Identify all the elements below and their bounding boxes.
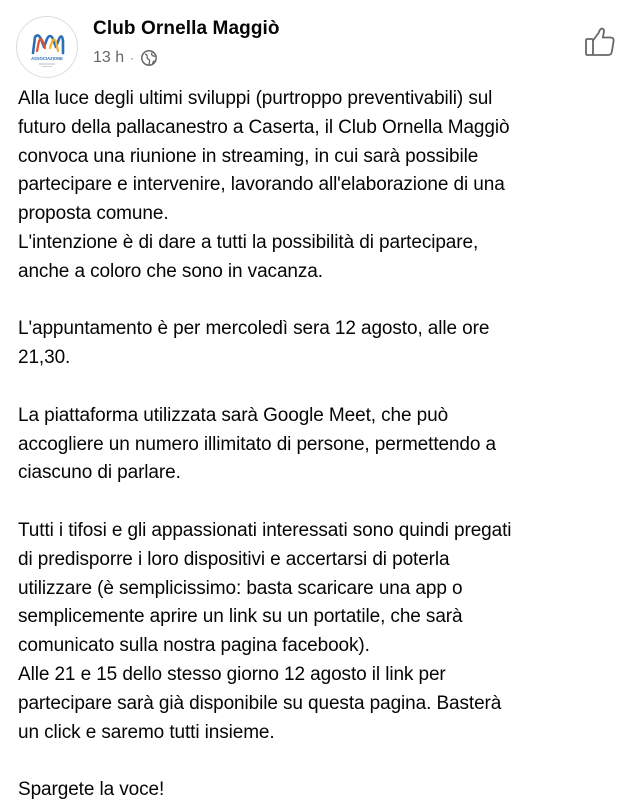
post-paragraph-platform (18, 402, 628, 488)
post-text-line: Spargete la voce! (18, 779, 165, 801)
post-text-line: Alle 21 e 15 dello stesso giorno 12 agosto il link per (18, 663, 446, 685)
post-text-line: comunicato sulla nostra pagina facebook). (18, 635, 370, 657)
post-text-line: L'intenzione è di dare a tutti la possibilità di partecipare, (18, 231, 479, 253)
thumbs-up-icon (583, 25, 617, 59)
post-text-line: ciascuno di parlare. (18, 462, 181, 484)
globe-icon[interactable] (140, 49, 158, 67)
page-name[interactable]: Club Ornella Maggiò (93, 18, 280, 39)
post-text-line: utilizzare (è semplicissimo: basta scaricare una app o (18, 577, 463, 599)
post-paragraph-intro (18, 85, 628, 287)
page-avatar[interactable] (16, 16, 78, 78)
post-text-line: un click e saremo tutti insieme. (18, 721, 275, 743)
post-text-line: La piattaforma utilizzata sarà Google Meet, che può (18, 404, 449, 426)
post-text-line: anche a coloro che sono in vacanza. (18, 260, 323, 282)
post-text-line: accogliere un numero illimitato di persone, permettendo a (18, 433, 497, 455)
post-text-line: futuro della pallacanestro a Caserta, il Club Ornella Maggiò (18, 116, 510, 138)
post-paragraph-instructions (18, 517, 628, 747)
post-text-line: proposta comune. (18, 203, 169, 225)
post-header (0, 0, 640, 80)
post-text-line: Alla luce degli ultimi sviluppi (purtroppo preventivabili) sul (18, 88, 493, 109)
post-text-line: convoca una riunione in streaming, in cui sarà possibile (18, 145, 479, 167)
post-text-line: partecipare sarà già disponibile su questa pagina. Basterà (18, 692, 502, 714)
post-paragraph-closing (18, 776, 628, 805)
avatar-logo-text: ASSOCIAZIONE (31, 56, 63, 61)
post-paragraph-appointment (18, 315, 628, 373)
post-text-line: Tutti i tifosi e gli appassionati interessati sono quindi pregati (18, 519, 512, 541)
post-text-line: semplicemente aprire un link su un portatile, che sarà (18, 606, 463, 628)
post-text-line: L'appuntamento è per mercoledì sera 12 agosto, alle ore (18, 318, 490, 340)
post-body (18, 85, 628, 805)
post-text-line: di predisporre i loro dispositivi e accertarsi di poterla (18, 548, 450, 570)
club-logo (17, 17, 77, 77)
meta-separator: · (130, 51, 135, 65)
post-meta (93, 47, 158, 69)
post-text-line: partecipare e intervenire, lavorando all'elaborazione di una (18, 174, 505, 196)
like-button[interactable] (582, 24, 618, 60)
post-timestamp[interactable]: 13 h (93, 49, 125, 66)
post-text-line: 21,30. (18, 347, 71, 369)
